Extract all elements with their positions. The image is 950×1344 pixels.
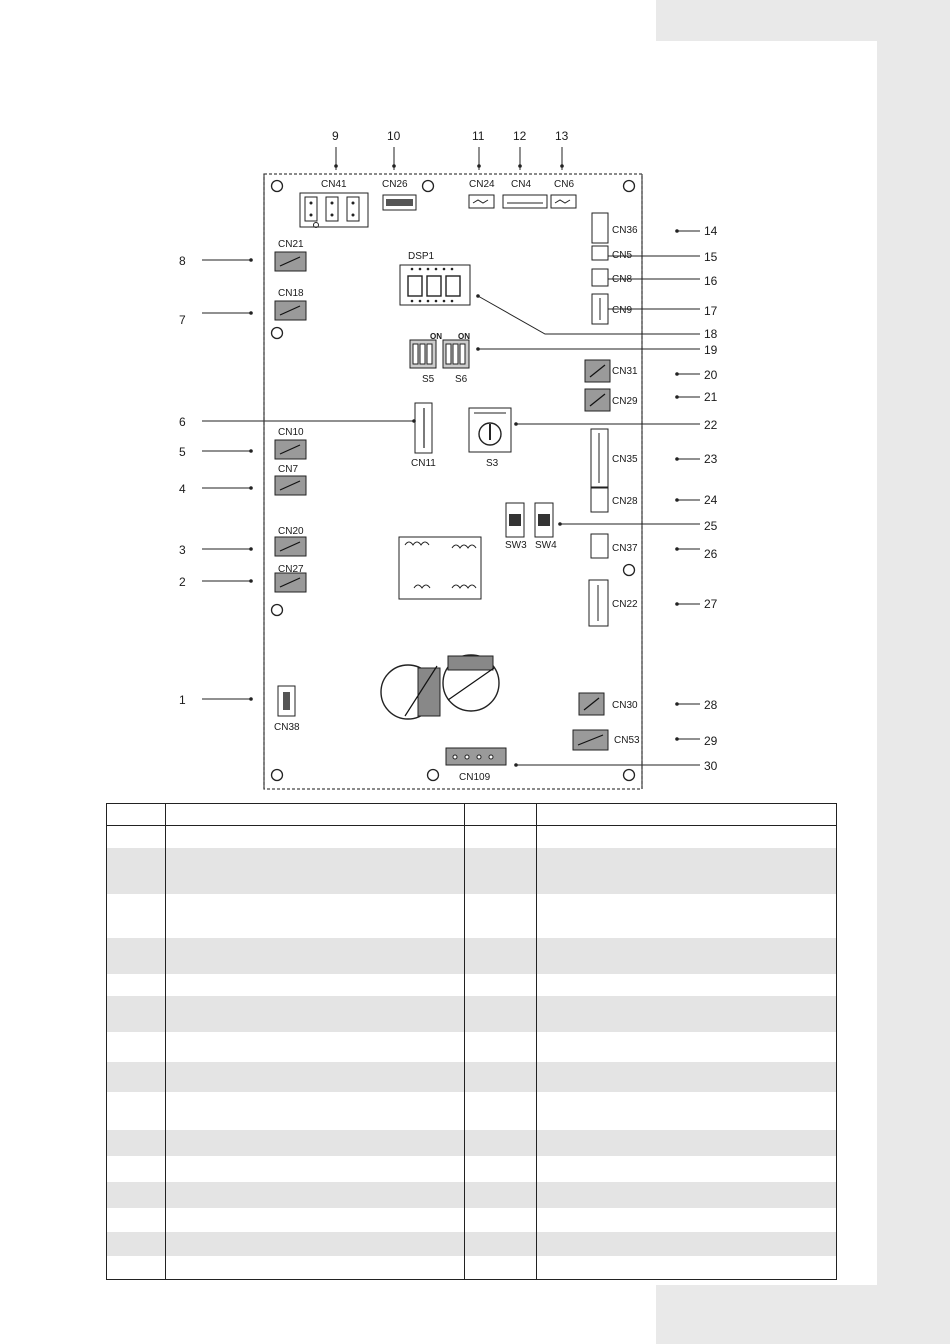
table-cell	[166, 826, 465, 848]
table-cell	[166, 894, 465, 916]
table-cell	[107, 996, 166, 1032]
table-cell	[465, 894, 537, 916]
cn26-connector	[383, 195, 416, 210]
table-cell	[166, 1092, 465, 1130]
table-cell	[166, 916, 465, 938]
table-row	[107, 1232, 837, 1256]
label-cn11: CN11	[411, 458, 436, 469]
callout-5: 5	[179, 445, 186, 459]
label-cn28: CN28	[612, 496, 638, 507]
s3-rotary-switch	[469, 408, 511, 452]
label-cn24: CN24	[469, 179, 495, 190]
table-cell	[166, 848, 465, 894]
table-cell	[465, 1232, 537, 1256]
capacitor-left	[381, 665, 440, 719]
label-cn36: CN36	[612, 225, 638, 236]
cn37-connector	[591, 534, 608, 558]
callout-20: 20	[704, 368, 718, 382]
connector-spec-table	[106, 803, 837, 1280]
s6-dip-switch	[443, 340, 469, 368]
table-cell	[537, 1208, 837, 1232]
label-s5: S5	[422, 374, 435, 385]
callout-1: 1	[179, 693, 186, 707]
callout-21: 21	[704, 390, 718, 404]
table-cell	[166, 1130, 465, 1156]
table-row	[107, 996, 837, 1032]
table-cell	[107, 1092, 166, 1130]
table-row	[107, 1062, 837, 1092]
table-cell	[107, 938, 166, 974]
header-cell	[107, 804, 166, 826]
label-cn30: CN30	[612, 700, 638, 711]
callout-11: 11	[472, 129, 485, 143]
table-row	[107, 1032, 837, 1062]
callout-14: 14	[704, 224, 718, 238]
table-cell	[107, 1232, 166, 1256]
header-cell	[465, 804, 537, 826]
callout-23: 23	[704, 452, 718, 466]
callout-10: 10	[387, 129, 401, 143]
table-cell	[537, 916, 837, 938]
table-cell	[166, 996, 465, 1032]
label-cn9: CN9	[612, 305, 633, 316]
label-dsp1: DSP1	[408, 251, 435, 262]
table-row	[107, 916, 837, 938]
table-cell	[107, 1062, 166, 1092]
table-row	[107, 1256, 837, 1280]
label-cn4: CN4	[511, 179, 532, 190]
label-cn6: CN6	[554, 179, 575, 190]
cn4-connector	[503, 195, 547, 208]
table-cell	[107, 894, 166, 916]
table-cell	[465, 826, 537, 848]
table-cell	[166, 1256, 465, 1280]
table-cell	[537, 1232, 837, 1256]
label-cn109: CN109	[459, 772, 491, 783]
table-cell	[166, 1062, 465, 1092]
table-row	[107, 1156, 837, 1182]
label-cn38: CN38	[274, 722, 300, 733]
table-row	[107, 1130, 837, 1156]
cn24-connector	[469, 195, 494, 208]
table-row	[107, 848, 837, 894]
callout-8: 8	[179, 254, 186, 268]
table-cell	[107, 848, 166, 894]
callout-15: 15	[704, 250, 718, 264]
table-cell	[107, 1032, 166, 1062]
table-cell	[465, 1156, 537, 1182]
table-cell	[537, 1256, 837, 1280]
callout-4: 4	[179, 482, 186, 496]
label-cn8: CN8	[612, 274, 633, 285]
label-cn5: CN5	[612, 250, 633, 261]
page-tab-bottom	[656, 1285, 877, 1344]
callout-18: 18	[704, 327, 718, 341]
table-cell	[166, 1032, 465, 1062]
table-cell	[537, 938, 837, 974]
table-cell	[465, 1092, 537, 1130]
label-cn22: CN22	[612, 599, 638, 610]
callout-24: 24	[704, 493, 718, 507]
table-cell	[107, 1256, 166, 1280]
label-on-s6: ON	[458, 332, 470, 341]
callout-16: 16	[704, 274, 718, 288]
table-row	[107, 1092, 837, 1130]
table-row	[107, 938, 837, 974]
callout-19: 19	[704, 343, 718, 357]
cn41-connector	[300, 193, 368, 228]
label-cn10: CN10	[278, 427, 304, 438]
table-row	[107, 1182, 837, 1208]
table-cell	[107, 974, 166, 996]
table-cell	[537, 1182, 837, 1208]
coil-block	[399, 537, 481, 599]
table-cell	[465, 938, 537, 974]
table-cell	[166, 1156, 465, 1182]
callout-2: 2	[179, 575, 186, 589]
label-cn21: CN21	[278, 239, 304, 250]
table-cell	[465, 1032, 537, 1062]
label-cn35: CN35	[612, 454, 638, 465]
table-cell	[465, 1256, 537, 1280]
label-cn18: CN18	[278, 288, 304, 299]
table-cell	[537, 1130, 837, 1156]
label-cn26: CN26	[382, 179, 408, 190]
label-cn27: CN27	[278, 564, 304, 575]
table-cell	[537, 848, 837, 894]
dsp1-display	[400, 265, 470, 305]
table-row	[107, 826, 837, 848]
callout-7: 7	[179, 313, 186, 327]
table-cell	[166, 1182, 465, 1208]
callout-29: 29	[704, 734, 718, 748]
table-cell	[465, 1130, 537, 1156]
label-cn20: CN20	[278, 526, 304, 537]
s5-dip-switch	[410, 340, 436, 368]
table-cell	[166, 1208, 465, 1232]
table-cell	[465, 916, 537, 938]
label-cn7: CN7	[278, 464, 299, 475]
table-cell	[166, 974, 465, 996]
label-cn31: CN31	[612, 366, 638, 377]
callout-22: 22	[704, 418, 718, 432]
table-cell	[537, 1092, 837, 1130]
table-cell	[537, 894, 837, 916]
cn36-connector	[592, 213, 608, 243]
table-cell	[465, 996, 537, 1032]
callout-3: 3	[179, 543, 186, 557]
table-row	[107, 894, 837, 916]
capacitor-right	[443, 655, 499, 711]
table-cell	[107, 826, 166, 848]
table-cell	[465, 848, 537, 894]
table-cell	[465, 1182, 537, 1208]
label-on-s5: ON	[430, 332, 442, 341]
label-s3: S3	[486, 458, 499, 469]
header-cell	[537, 804, 837, 826]
label-cn29: CN29	[612, 396, 638, 407]
cn6-connector	[551, 195, 576, 208]
table-cell	[107, 916, 166, 938]
table-cell	[537, 996, 837, 1032]
cn28-connector	[591, 488, 608, 512]
table-cell	[537, 1156, 837, 1182]
label-sw4: SW4	[535, 540, 557, 551]
sw3-button	[506, 503, 524, 537]
table-cell	[166, 1232, 465, 1256]
header-cell	[166, 804, 465, 826]
table-cell	[465, 974, 537, 996]
table-cell	[537, 1062, 837, 1092]
table-cell	[107, 1182, 166, 1208]
callout-30: 30	[704, 759, 718, 773]
table-cell	[537, 974, 837, 996]
table-cell	[107, 1156, 166, 1182]
table-body	[107, 826, 837, 1280]
label-s6: S6	[455, 374, 468, 385]
label-sw3: SW3	[505, 540, 527, 551]
callout-28: 28	[704, 698, 718, 712]
sw4-button	[535, 503, 553, 537]
table-cell	[465, 1062, 537, 1092]
label-cn41: CN41	[321, 179, 347, 190]
table-cell	[465, 1208, 537, 1232]
callout-13: 13	[555, 129, 569, 143]
table-cell	[107, 1130, 166, 1156]
callout-6: 6	[179, 415, 186, 429]
callout-12: 12	[513, 129, 527, 143]
callout-17: 17	[704, 304, 718, 318]
table-cell	[537, 826, 837, 848]
table-row	[107, 1208, 837, 1232]
table-row	[107, 974, 837, 996]
label-cn37: CN37	[612, 543, 638, 554]
table-cell	[107, 1208, 166, 1232]
table-cell	[537, 1032, 837, 1062]
cn5-connector	[592, 246, 608, 260]
table-cell	[166, 938, 465, 974]
callout-26: 26	[704, 547, 718, 561]
callout-25: 25	[704, 519, 718, 533]
label-cn53: CN53	[614, 735, 640, 746]
table-header-row	[107, 804, 837, 826]
callout-27: 27	[704, 597, 718, 611]
cn8-connector	[592, 269, 608, 286]
callout-9: 9	[332, 129, 339, 143]
